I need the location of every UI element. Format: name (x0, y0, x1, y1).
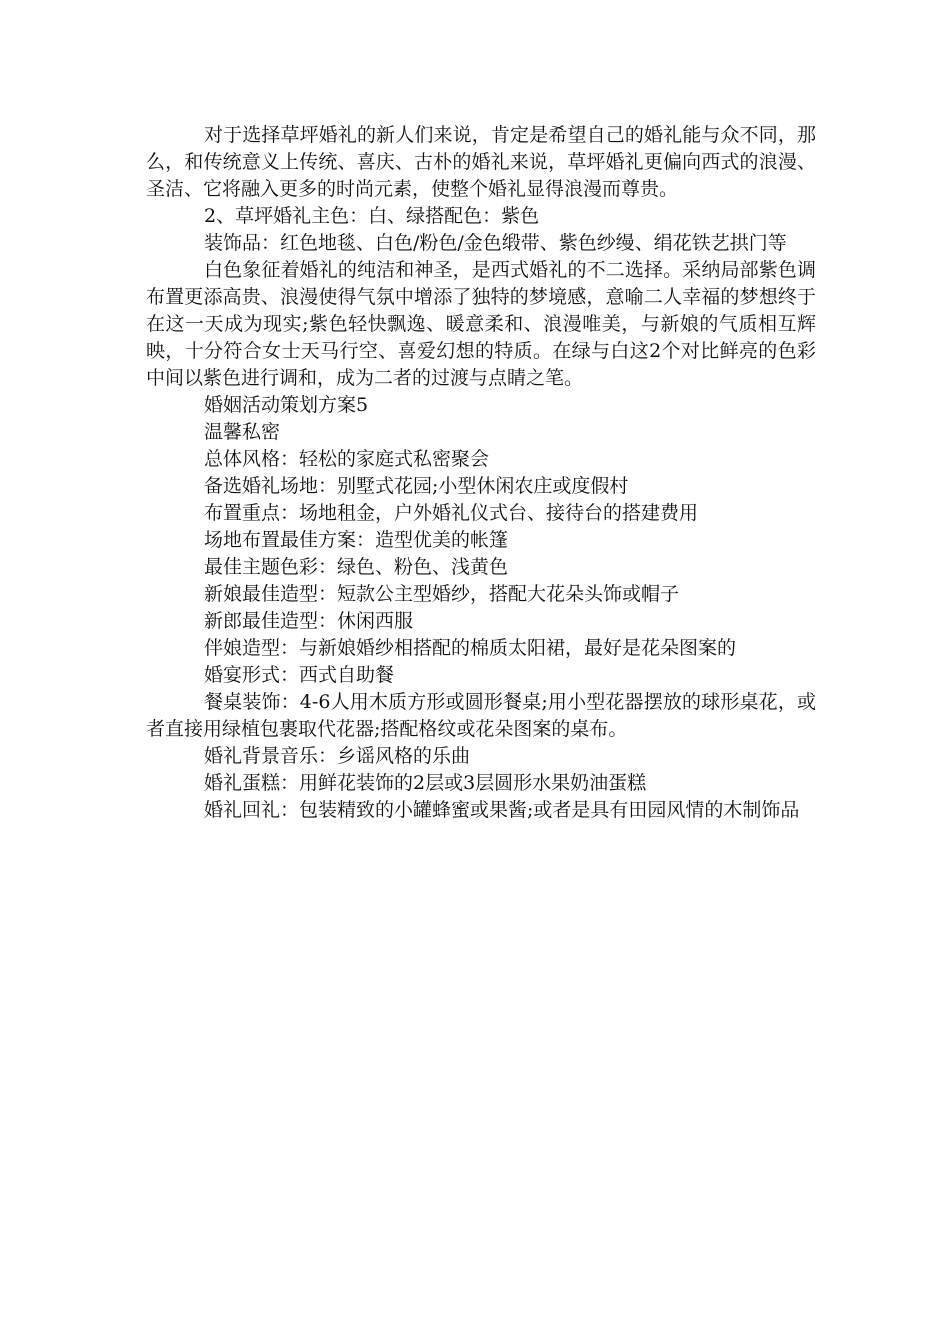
cake-line: 婚礼蛋糕：用鲜花装饰的2层或3层圆形水果奶油蛋糕 (204, 772, 647, 794)
music-line: 婚礼背景音乐：乡谣风格的乐曲 (204, 745, 471, 767)
main-color-line: 2、草坪婚礼主色：白、绿搭配色：紫色 (204, 205, 540, 227)
banquet-form-line: 婚宴形式：西式自助餐 (204, 664, 395, 686)
return-gift-line: 婚礼回礼：包装精致的小罐蜂蜜或果酱;或者是具有田园风情的木制饰品 (204, 799, 800, 821)
overall-style-line: 总体风格：轻松的家庭式私密聚会 (204, 448, 490, 470)
groom-style-line: 新郎最佳造型：休闲西服 (204, 610, 414, 632)
intro-paragraph: 对于选择草坪婚礼的新人们来说，肯定是希望自己的婚礼能与众不同，那么，和传统意义上传统、喜庆、古朴的婚礼来说，草坪婚礼更偏向西式的浪漫、圣洁、它将融入更多的时尚元素，使整个婚礼显得浪漫而尊贵。 (146, 124, 816, 200)
venue-line: 备选婚礼场地：别墅式花园;小型休闲农庄或度假村 (204, 475, 629, 497)
layout-plan-line: 场地布置最佳方案：造型优美的帐篷 (204, 529, 509, 551)
white-purple-paragraph: 白色象征着婚礼的纯洁和神圣，是西式婚礼的不二选择。采纳局部紫色调布置更添高贵、浪漫使得气氛中增添了独特的梦境感，意喻二人幸福的梦想终于在这一天成为现实;紫色轻快飘逸、暖意柔和、浪漫唯美，与新娘的气质相互辉映，十分符合女士天马行空、喜爱幻想的特质。在绿与白这2个对比鲜亮的色彩中间以紫色进行调和，成为二者的过渡与点睛之笔。 (146, 259, 816, 389)
theme-color-line: 最佳主题色彩：绿色、粉色、浅黄色 (204, 556, 509, 578)
bride-style-line: 新娘最佳造型：短款公主型婚纱，搭配大花朵头饰或帽子 (204, 583, 680, 605)
table-decor-line: 餐桌装饰：4-6人用木质方形或圆形餐桌;用小型花器摆放的球形桌花，或者直接用绿植包裹取代花器;搭配格纹或花朵图案的桌布。 (146, 691, 816, 740)
focus-line: 布置重点：场地租金，户外婚礼仪式台、接待台的搭建费用 (204, 502, 699, 524)
decorations-line: 装饰品：红色地毯、白色/粉色/金色缎带、紫色纱缦、绢花铁艺拱门等 (204, 232, 787, 254)
plan-5-heading: 婚姻活动策划方案5 (204, 394, 369, 416)
bridesmaid-style-line: 伴娘造型：与新娘婚纱相搭配的棉质太阳裙，最好是花朵图案的 (204, 637, 737, 659)
theme-line: 温馨私密 (204, 421, 281, 443)
document-page (146, 122, 816, 824)
